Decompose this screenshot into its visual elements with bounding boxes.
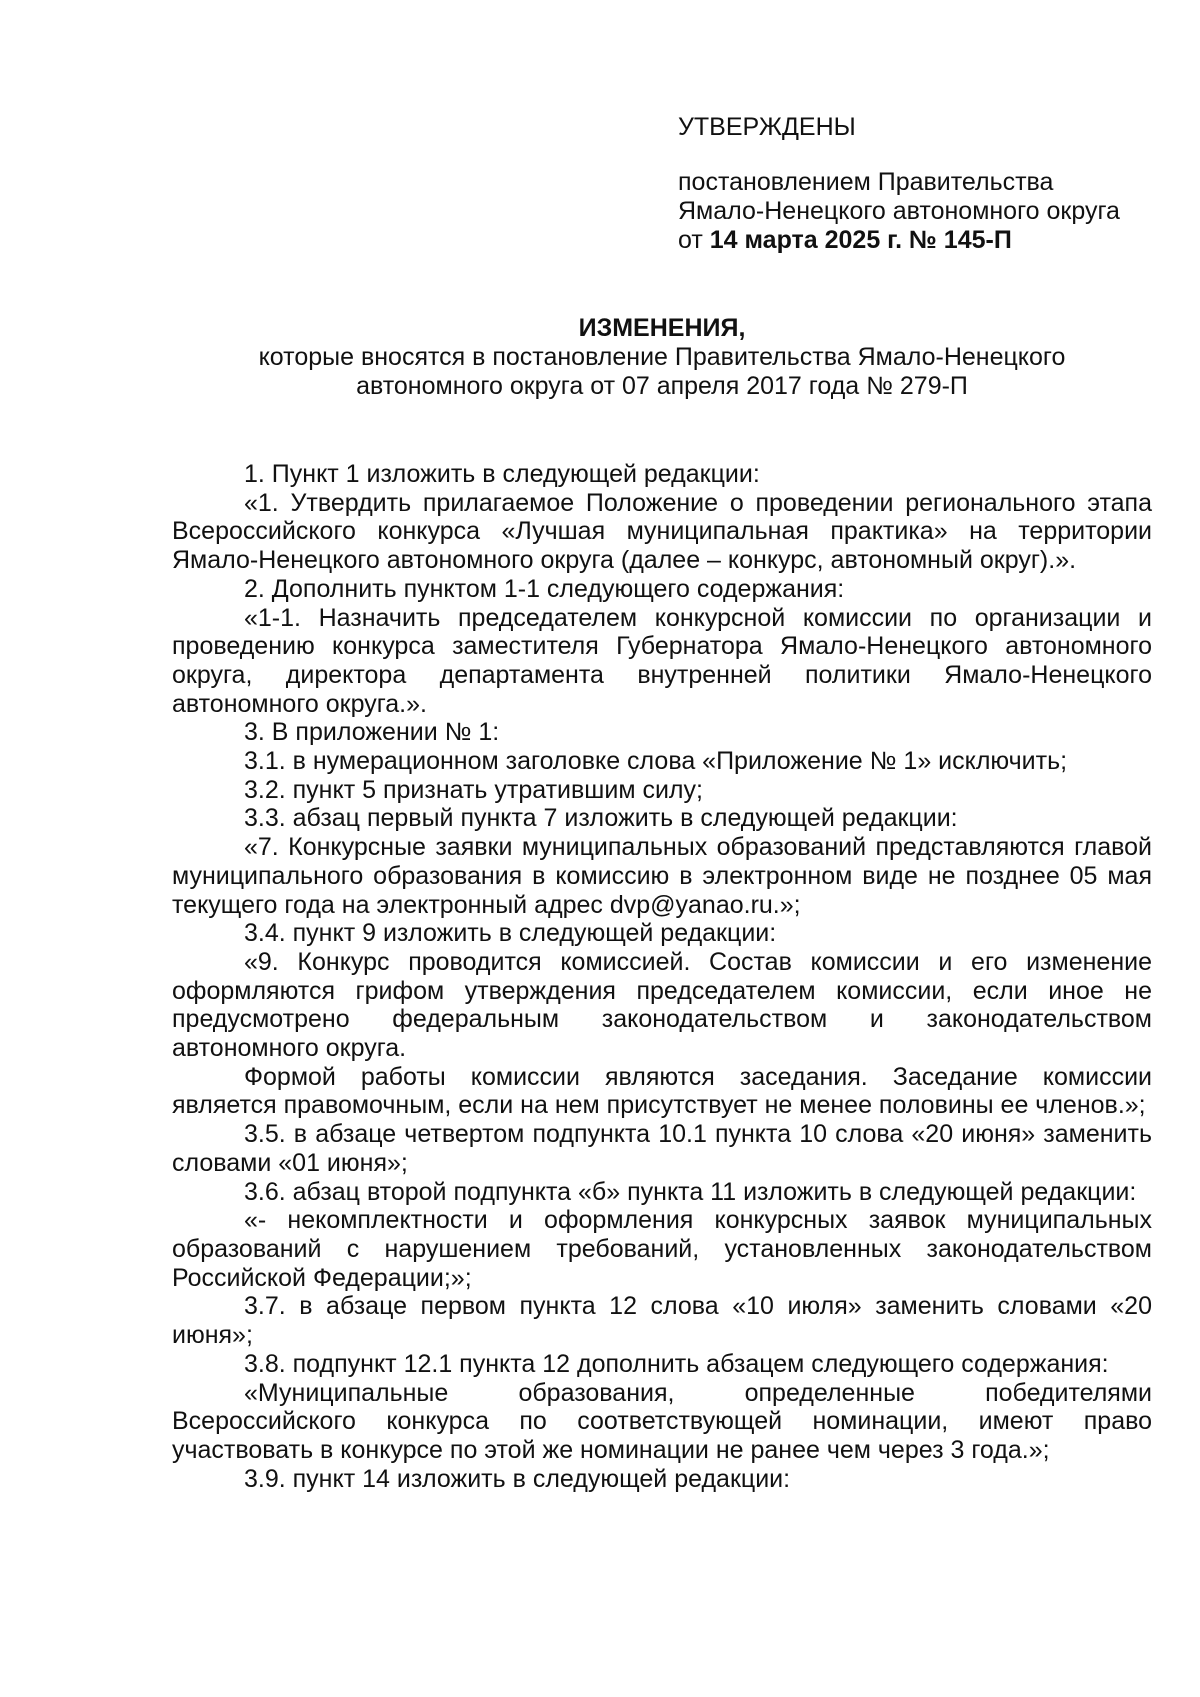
paragraph: 3.1. в нумерационном заголовке слова «Приложение № 1» исключить; xyxy=(244,747,1068,776)
paragraph: 3.9. пункт 14 изложить в следующей редакции: xyxy=(244,1464,791,1493)
paragraph: 3.5. в абзаце четвертом подпункта 10.1 пункта 10 слова «20 июня» заменить словами «01 июня»; xyxy=(172,1120,1152,1177)
approval-date-prefix: от xyxy=(678,226,703,254)
approval-date-line xyxy=(678,226,1178,255)
paragraph: «7. Конкурсные заявки муниципальных образований представляются главой муниципального образования в комиссию в электронном виде не позднее 05 мая текущего года на электронный адрес dvp@yanao.ru.»; xyxy=(172,833,1152,919)
document-title: ИЗМЕНЕНИЯ, xyxy=(578,314,746,342)
paragraph: 3. В приложении № 1: xyxy=(244,718,500,747)
approval-date-number: 14 марта 2025 г. № 145-П xyxy=(709,226,1012,254)
document-body xyxy=(172,460,1152,1493)
paragraph: 1. Пункт 1 изложить в следующей редакции: xyxy=(244,460,760,488)
paragraph: 2. Дополнить пунктом 1-1 следующего содержания: xyxy=(244,574,845,603)
paragraph: 3.2. пункт 5 признать утратившим силу; xyxy=(244,775,703,804)
paragraph: Формой работы комиссии являются заседания. Заседание комиссии является правомочным, если на нем присутствует не менее половины ее членов.»; xyxy=(172,1062,1152,1120)
approval-block xyxy=(678,113,1178,255)
document-heading xyxy=(172,314,1152,401)
paragraph: «1-1. Назначить председателем конкурсной комиссии по организации и проведению конкурса заместителя Губернатора Ямало-Ненецкого автономного округа, директора департамента внутренней политики Ямало-Ненецкого автономного округа.». xyxy=(172,603,1152,718)
paragraph: 3.3. абзац первый пункта 7 изложить в следующей редакции: xyxy=(244,804,958,833)
document-subtitle-line-2: автономного округа от 07 апреля 2017 года № 279-П xyxy=(356,372,968,400)
paragraph: «9. Конкурс проводится комиссией. Состав комиссии и его изменение оформляются грифом утверждения председателем комиссии, если иное не предусмотрено федеральным законодательством и законодательством автономного округа. xyxy=(172,947,1152,1063)
paragraph: 3.6. абзац второй подпункта «б» пункта 11 изложить в следующей редакции: xyxy=(244,1177,1137,1206)
paragraph: 3.7. в абзаце первом пункта 12 слова «10 июля» заменить словами «20 июня»; xyxy=(172,1292,1152,1350)
paragraph: «- некомплектности и оформления конкурсных заявок муниципальных образований с нарушением требований, установленных законодательством Российской Федерации;»; xyxy=(172,1206,1152,1292)
approval-title: УТВЕРЖДЕНЫ xyxy=(678,113,856,141)
paragraph: 3.8. подпункт 12.1 пункта 12 дополнить абзацем следующего содержания: xyxy=(244,1349,1109,1378)
paragraph: «1. Утвердить прилагаемое Положение о проведении регионального этапа Всероссийского конкурса «Лучшая муниципальная практика» на территории Ямало-Ненецкого автономного округа (далее – конкурс, автономный округ).». xyxy=(172,488,1152,575)
paragraph: «Муниципальные образования, определенные победителями Всероссийского конкурса по соответствующей номинации, имеют право участвовать в конкурсе по этой же номинации не ранее чем через 3 года.»; xyxy=(172,1378,1152,1464)
document-subtitle-line-1: которые вносятся в постановление Правительства Ямало-Ненецкого xyxy=(258,343,1066,371)
paragraph: 3.4. пункт 9 изложить в следующей редакции: xyxy=(244,919,777,948)
approval-line-2: Ямало-Ненецкого автономного округа xyxy=(678,197,1120,225)
approval-line-1: постановлением Правительства xyxy=(678,168,1054,196)
